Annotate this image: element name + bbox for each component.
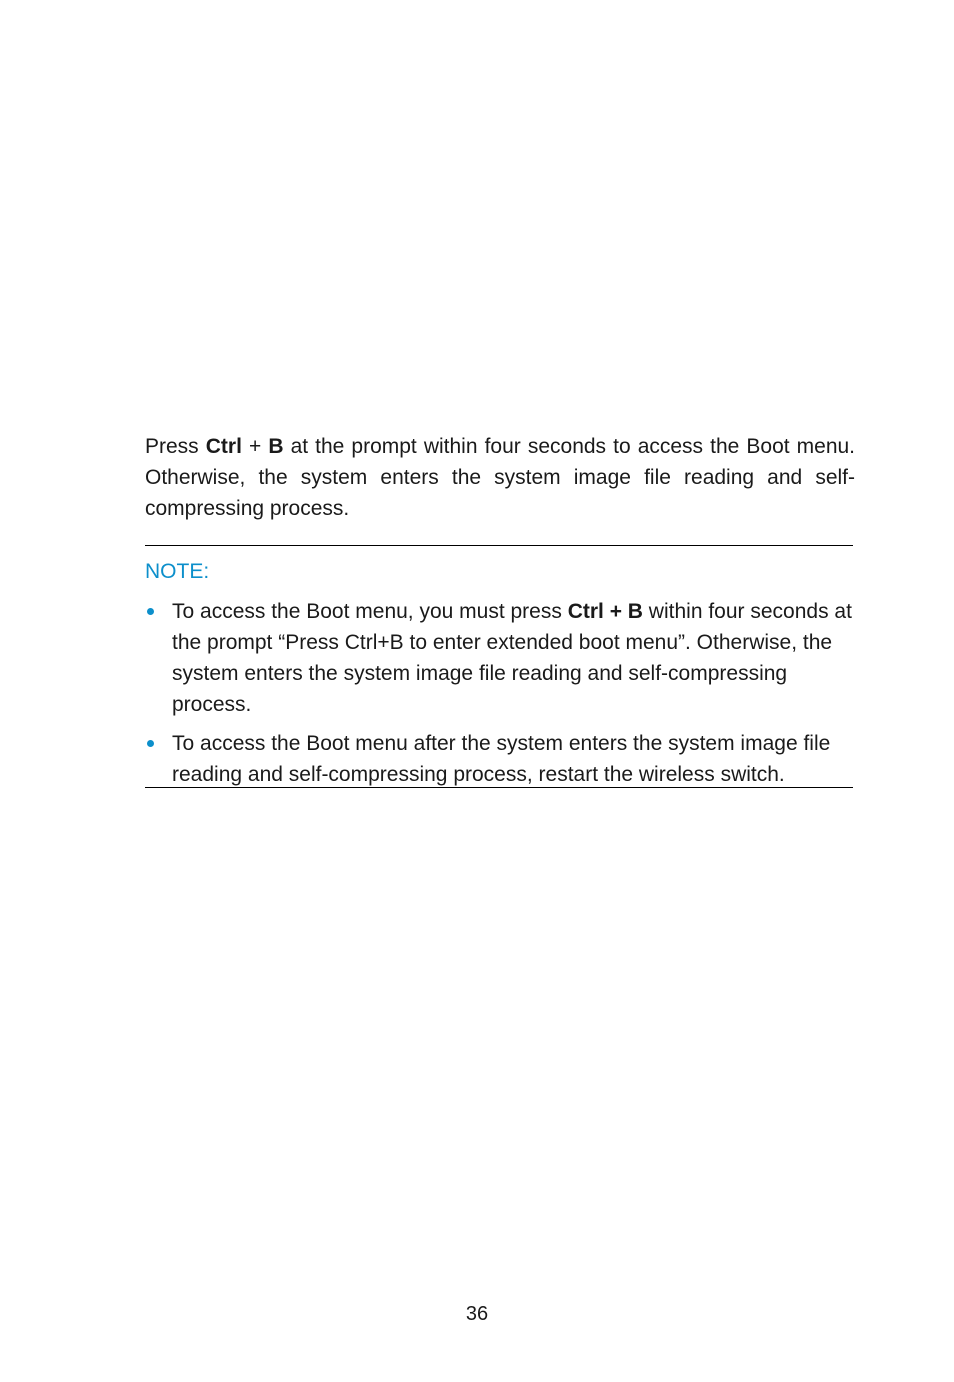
b-key-label: B — [268, 435, 284, 458]
note-box — [145, 545, 853, 788]
main-paragraph — [145, 431, 855, 524]
note-title: NOTE: — [145, 560, 210, 583]
bullet-icon — [147, 740, 154, 747]
note-item-2-text: To access the Boot menu after the system enters the system image file reading and self-compressing process, restart the wireless switch. — [172, 732, 831, 786]
note-item-1-bold: Ctrl + B — [567, 600, 643, 623]
note-item-1-text-2: within four seconds at the prompt “Press Ctrl+B to enter extended boot menu”. Otherwise, the system enters the system image file reading and self-compressing process. — [172, 600, 852, 716]
note-item-2 — [145, 728, 853, 790]
page-number: 36 — [465, 1303, 489, 1325]
para-text-1: Press — [145, 435, 206, 458]
note-list — [145, 596, 853, 798]
bullet-icon — [147, 608, 154, 615]
note-item-1 — [145, 596, 853, 720]
para-text-2: + — [241, 435, 269, 458]
ctrl-key-label: Ctrl — [205, 435, 242, 458]
para-text-3: at the prompt within four seconds to access the Boot menu. Otherwise, the system enters the system image file reading and self-compressing process. — [145, 435, 856, 520]
note-item-1-text-1: To access the Boot menu, you must press — [172, 600, 568, 623]
